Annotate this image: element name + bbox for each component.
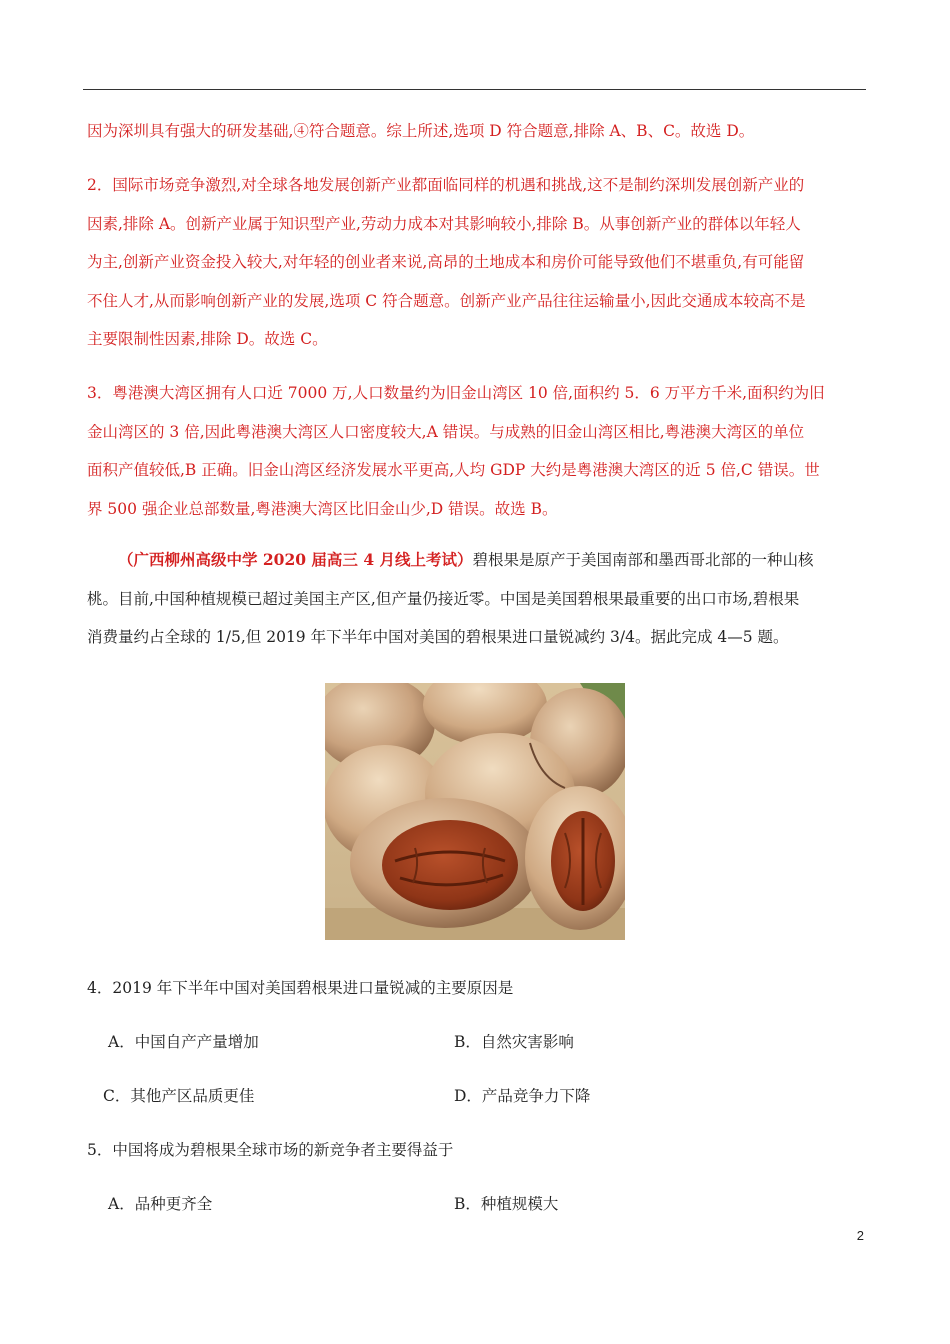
- answer-line: 界 500 强企业总部数量,粤港澳大湾区比旧金山少,D 错误。故选 B。: [87, 499, 558, 518]
- answer-line: 主要限制性因素,排除 D。故选 C。: [87, 330, 328, 348]
- question-4-option-a[interactable]: A．中国自产产量增加: [108, 1033, 259, 1051]
- question-5-stem: 5．中国将成为碧根果全球市场的新竞争者主要得益于: [87, 1141, 454, 1159]
- question-4-stem: 4．2019 年下半年中国对美国碧根果进口量锐减的主要原因是: [87, 979, 514, 997]
- header-rule: [83, 89, 866, 90]
- question-source: （广西柳州高级中学 2020 届高三 4 月线上考试）: [118, 550, 473, 569]
- question-4-option-b[interactable]: B．自然灾害影响: [454, 1033, 574, 1051]
- answer-line: 为主,创新产业资金投入较大,对年轻的创业者来说,高昂的土地成本和房价可能导致他们不堪重负,有可能留: [87, 253, 805, 271]
- question-4-option-c[interactable]: C．其他产区品质更佳: [103, 1087, 255, 1105]
- answer-line: 因为深圳具有强大的研发基础,④符合题意。综上所述,选项 D 符合题意,排除 A、B、C。故选 D。: [87, 122, 755, 140]
- material-line: 桃。目前,中国种植规模已超过美国主产区,但产量仍接近零。中国是美国碧根果最重要的出口市场,碧根果: [87, 589, 800, 608]
- material-paragraph: [87, 541, 859, 657]
- answer-line: 面积产值较低,B 正确。旧金山湾区经济发展水平更高,人均 GDP 大约是粤港澳大湾区的近 5 倍,C 错误。世: [87, 461, 820, 479]
- answer-3: [87, 374, 859, 528]
- question-5-option-a[interactable]: A．品种更齐全: [108, 1195, 213, 1213]
- answer-1-tail: [87, 112, 859, 151]
- answer-2: [87, 166, 859, 359]
- answer-line: 2．国际市场竞争激烈,对全球各地发展创新产业都面临同样的机遇和挑战,这不是制约深圳发展创新产业的: [87, 176, 805, 194]
- answer-line: 不住人才,从而影响创新产业的发展,选项 C 符合题意。创新产业产品往往运输量小,因此交通成本较高不是: [87, 291, 806, 310]
- answer-line: 3．粤港澳大湾区拥有人口近 7000 万,人口数量约为旧金山湾区 10 倍,面积约 5．6 万平方千米,面积约为旧: [87, 384, 825, 402]
- material-text: 碧根果是原产于美国南部和墨西哥北部的一种山核: [472, 551, 814, 569]
- question-4-option-d[interactable]: D．产品竞争力下降: [454, 1087, 591, 1105]
- material-line: 消费量约占全球的 1/5,但 2019 年下半年中国对美国的碧根果进口量锐减约 3/4。据此完成 4—5 题。: [87, 628, 789, 646]
- question-5-option-b[interactable]: B．种植规模大: [454, 1195, 559, 1213]
- page-number: 2: [856, 1228, 864, 1243]
- answer-line: 因素,排除 A。创新产业属于知识型产业,劳动力成本对其影响较小,排除 B。从事创新产业的群体以年轻人: [87, 214, 801, 233]
- material-line: [87, 541, 859, 580]
- pecan-photo: [325, 683, 625, 940]
- answer-line: 金山湾区的 3 倍,因此粤港澳大湾区人口密度较大,A 错误。与成熟的旧金山湾区相比,粤港澳大湾区的单位: [87, 422, 805, 441]
